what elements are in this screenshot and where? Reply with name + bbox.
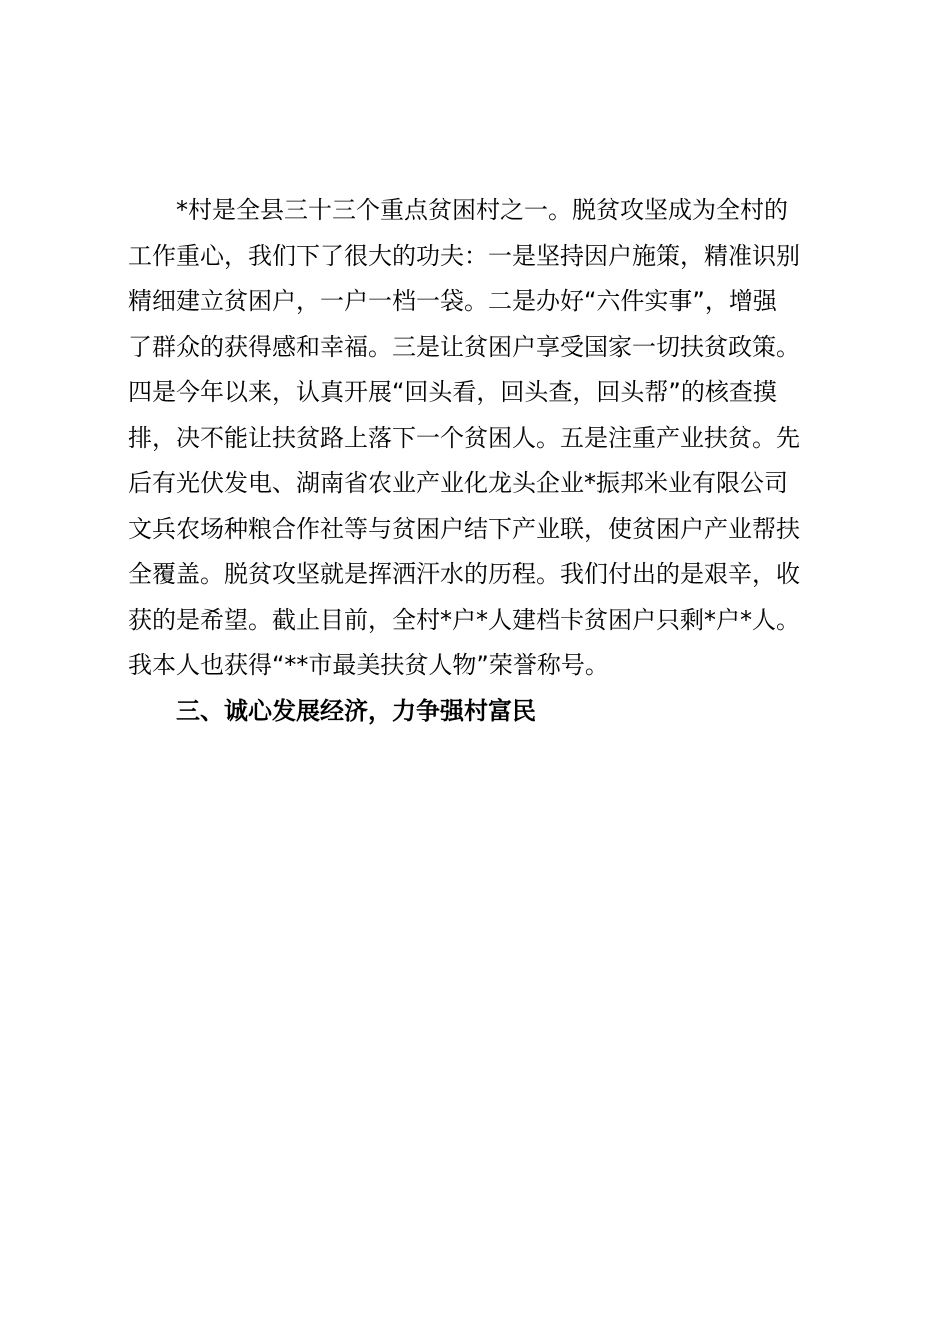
paragraph-line: 四是今年以来，认真开展“回头看，回头查，回头帮”的核查摸 [128,378,777,406]
document-body [128,188,863,734]
paragraph-line: 获的是希望。截止目前，全村*户*人建档卡贫困户只剩*户*人。 [128,605,800,634]
paragraph-line: 全覆盖。脱贫攻坚就是挥洒汗水的历程。我们付出的是艰辛，收 [128,560,800,588]
paragraph-line: 了群众的获得感和幸福。三是让贫困户享受国家一切扶贫政策。 [128,332,800,361]
paragraph-line: 工作重心，我们下了很大的功夫：一是坚持因户施策，精准识别 [128,241,800,270]
paragraph-line: 排，决不能让扶贫路上落下一个贫困人。五是注重产业扶贫。先 [128,423,800,452]
paragraph-line: *村是全县三十三个重点贫困村之一。脱贫攻坚成为全村的 [176,196,788,224]
paragraph-line: 精细建立贫困户，一户一档一袋。二是办好“六件实事”，增强 [128,287,777,315]
paragraph-line: 文兵农场种粮合作社等与贫困户结下产业联，使贫困户产业帮扶 [128,514,800,543]
section-heading: 三、诚心发展经济，力争强村富民 [176,696,536,725]
paragraph-line: 我本人也获得“**市最美扶贫人物”荣誉称号。 [128,651,609,679]
paragraph-line: 后有光伏发电、湖南省农业产业化龙头企业*振邦米业有限公司 [128,469,788,497]
